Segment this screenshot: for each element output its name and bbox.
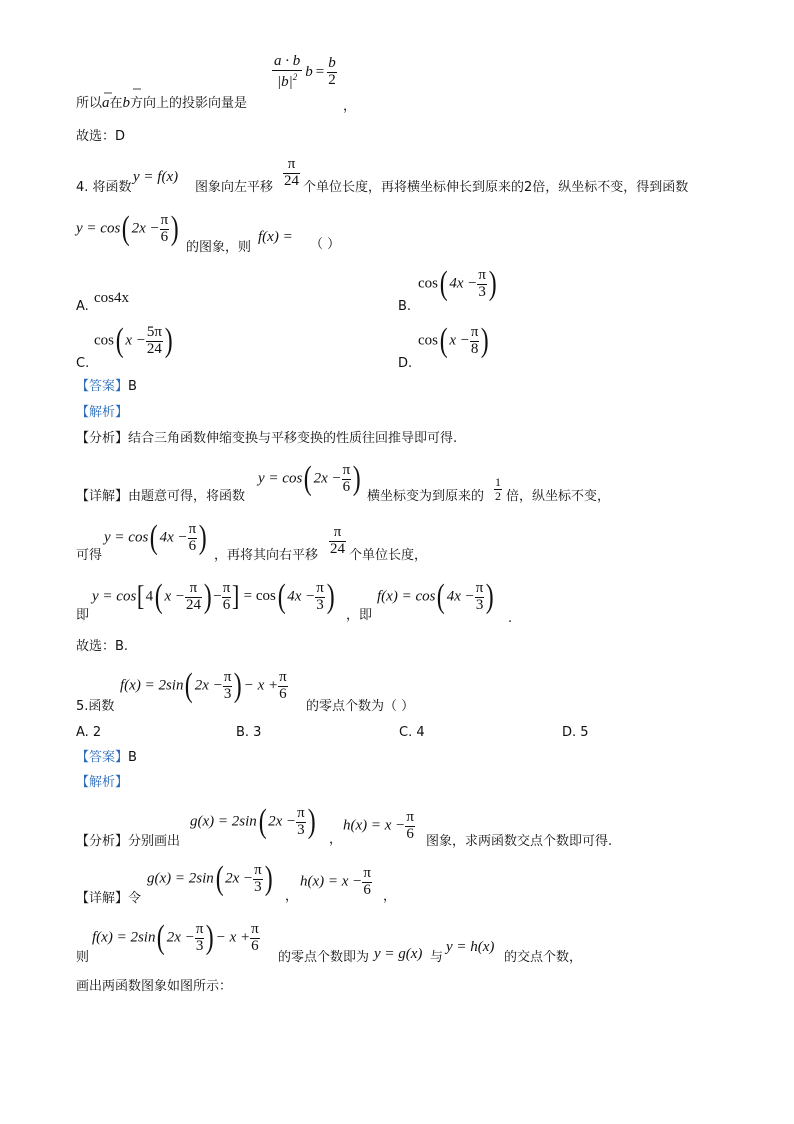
math-gx: g(x) = 2sin( 2x − $\frac{\pi}{3}$ ) xyxy=(147,860,273,897)
question-number: 5. xyxy=(76,699,89,714)
option-c: C. 4 xyxy=(399,725,425,740)
comma: ， xyxy=(343,99,357,114)
detail-text: 【详解】由题意可得，将函数 xyxy=(76,489,246,504)
option-d: D. 5 xyxy=(562,725,589,740)
analysis-text: 【分析】结合三角函数伸缩变换与平移变换的性质往回推导即可得. xyxy=(76,431,458,446)
option-a: A. 2 xyxy=(76,725,102,740)
text: 个单位长度，再将横坐标伸长到原来的2倍，纵坐标不变，得到函数 xyxy=(303,180,689,195)
vec-b: b xyxy=(122,95,131,111)
vec-b: b xyxy=(305,63,313,80)
text: 图象向左平移 xyxy=(195,180,274,195)
question-number: 4. xyxy=(76,180,89,195)
question-5-stem xyxy=(76,700,114,713)
text: 倍，纵坐标不变， xyxy=(506,489,611,504)
math-yg: y = g(x) xyxy=(374,946,423,962)
math-fx-def: f(x) = 2sin( 2x − $\frac{\pi}{3}$ ) − x + $\frac{\pi}{6}$ xyxy=(120,667,287,704)
answer-blank: （ ） xyxy=(310,237,341,252)
text: 的零点个数即为 xyxy=(278,950,370,965)
analysis-text: 【分析】分别画出 xyxy=(76,834,181,849)
option-b: B. 3 xyxy=(236,725,262,740)
text: 可得 xyxy=(76,548,103,563)
option-a: cos4x xyxy=(94,290,129,306)
analysis-tag: 【解析】 xyxy=(76,405,129,420)
text: 个单位长度， xyxy=(349,548,428,563)
math-fx-result: f(x) = cos( 4x − $\frac{\pi}{3}$ ) xyxy=(377,578,495,615)
fraction-pi-24: $\frac{\pi}{24}$ xyxy=(330,524,345,557)
text: ，再将其向右平移 xyxy=(214,548,319,563)
option-d-label: D. xyxy=(398,356,413,371)
math-y-cos: y = cos( 2x − $\frac{\pi}{6}$ ) xyxy=(258,460,361,497)
comma: ， xyxy=(285,889,299,904)
option-a-label: A. xyxy=(76,299,89,314)
math-y-cos: y = cos( 2x − $\frac{\pi}{6}$ ) xyxy=(76,210,179,247)
math-fx: y = f(x) xyxy=(133,169,179,185)
text: 图象，求两函数交点个数即可得. xyxy=(426,834,613,849)
text: 则 xyxy=(76,950,90,965)
answer-select: 故选：D xyxy=(76,129,126,144)
text: 的交点个数， xyxy=(504,950,583,965)
option-d: cos( x − $\frac{\pi}{8}$ ) xyxy=(418,322,490,359)
text: 画出两函数图象如图所示： xyxy=(76,979,233,994)
math-fx: f(x) = xyxy=(258,229,293,245)
math-y-cos: y = cos( 4x − $\frac{\pi}{6}$ ) xyxy=(104,519,207,556)
math-fx-def: f(x) = 2sin( 2x − $\frac{\pi}{3}$ ) − x + $\frac{\pi}{6}$ xyxy=(92,919,259,956)
text: 所以 xyxy=(76,96,103,111)
projection-line xyxy=(76,96,247,111)
option-b-label: B. xyxy=(398,299,412,314)
fraction-half: $\frac{1}{2}$ xyxy=(495,475,501,503)
text: 的图象，则 xyxy=(186,240,252,255)
math-yh: y = h(x) xyxy=(446,939,495,955)
text: 横坐标变为到原来的 xyxy=(367,489,485,504)
option-c-label: C. xyxy=(76,356,90,371)
fraction-pi-24: $\frac{\pi}{24}$ xyxy=(284,156,299,189)
fraction: $\frac{b}{2}$ xyxy=(328,55,336,88)
vec-a: a xyxy=(102,95,110,111)
detail-text: 【详解】令 xyxy=(76,891,142,906)
question-4-stem xyxy=(76,181,132,194)
math-hx: h(x) = x − $\frac{\pi}{6}$ xyxy=(300,865,371,898)
text: 将函数 xyxy=(92,180,132,195)
answer-tag: 【答案】B xyxy=(76,750,137,765)
text: 在 xyxy=(109,96,123,111)
answer-select: 故选：B. xyxy=(76,639,129,654)
fraction: $\frac{a \cdot b}{|b|^2}$ xyxy=(274,53,301,90)
text: 与 xyxy=(430,950,444,965)
comma: ， xyxy=(383,889,397,904)
answer-tag: 【答案】B xyxy=(76,379,137,394)
text: 函数 xyxy=(88,699,115,714)
text: 的零点个数为（ ） xyxy=(306,699,415,714)
comma: ， xyxy=(329,832,343,847)
option-b: cos( 4x − $\frac{\pi}{3}$ ) xyxy=(418,265,497,302)
text: 方向上的投影向量是 xyxy=(130,96,248,111)
analysis-tag: 【解析】 xyxy=(76,775,129,790)
text: ，即 xyxy=(346,608,373,623)
math-gx: g(x) = 2sin( 2x − $\frac{\pi}{3}$ ) xyxy=(190,803,316,840)
math-derivation: y = cos[4( x − $\frac{\pi}{24}$ ) − $\frac{\pi}{6}$ ] = cos( 4x − $\frac{\pi}{3}$ ) xyxy=(92,578,335,615)
vector-arrow-icon xyxy=(104,90,114,96)
projection-formula: $\frac{a \cdot b}{|b|^2}$ b = $\frac{b}{2}$ xyxy=(274,53,336,90)
text: 即 xyxy=(76,608,90,623)
text: . xyxy=(508,611,513,626)
math-hx: h(x) = x − $\frac{\pi}{6}$ xyxy=(343,809,414,842)
option-c: cos( x − $\frac{5\pi}{24}$ ) xyxy=(94,322,173,359)
vector-arrow-icon xyxy=(133,86,143,92)
